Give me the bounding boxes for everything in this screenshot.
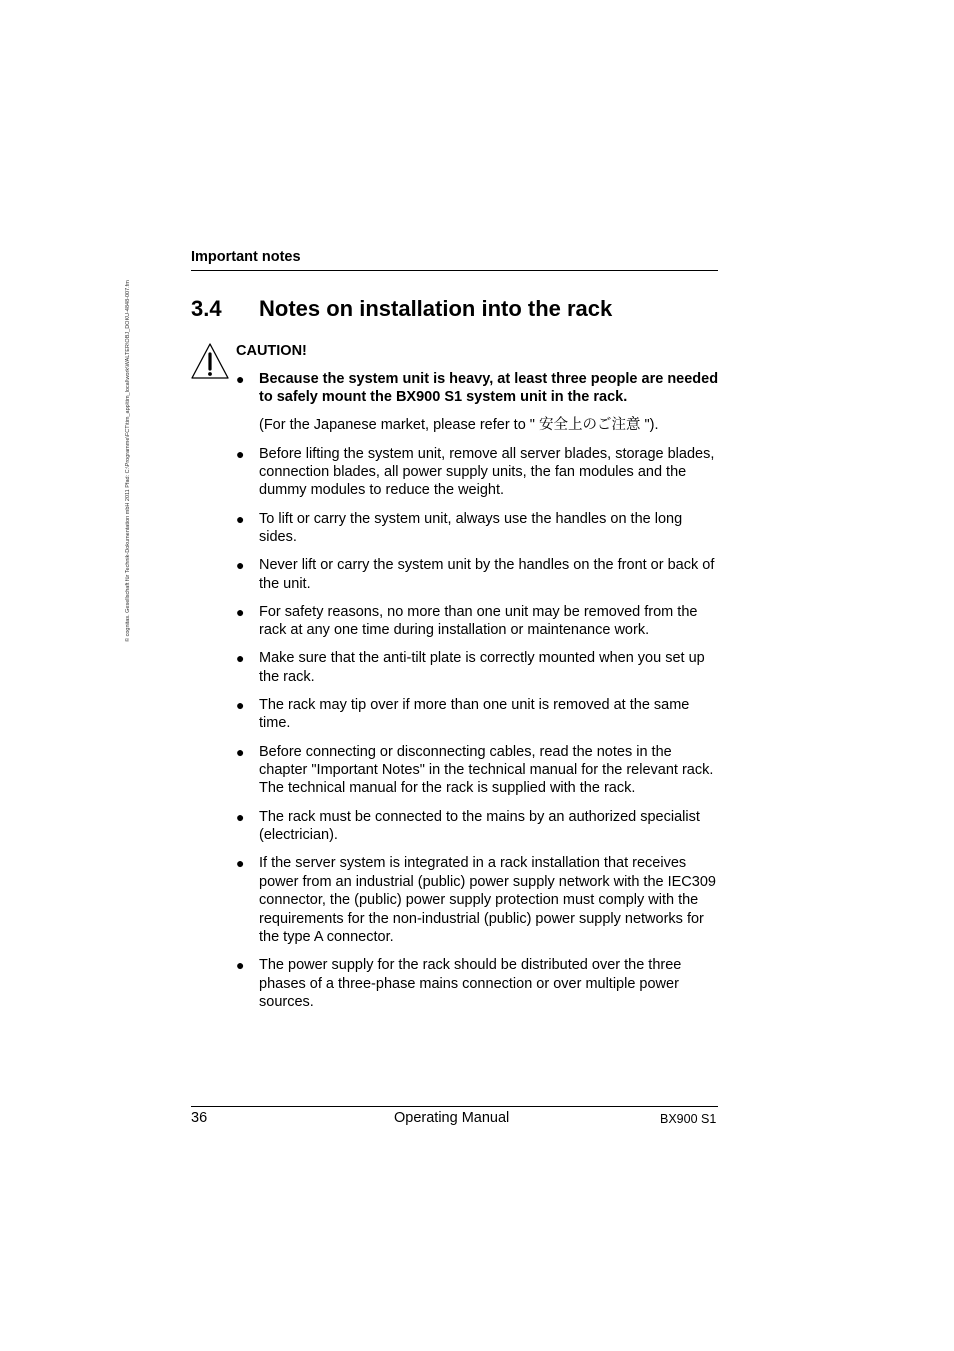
bullet-icon: ● [236, 603, 245, 620]
caution-list [236, 370, 720, 1021]
bullet-icon: ● [236, 445, 245, 462]
caution-label: CAUTION! [236, 343, 307, 359]
list-item [236, 603, 720, 640]
list-item [236, 445, 720, 500]
sidebar-copyright-text: © cognitas. Gesellschaft für Technik-Dokumentation mbH 2011 Pfad: C:\Programme\FCT\tim_app\tim_local\work\WALTER\OBJ_DOKU-4848-007.fm [125, 280, 131, 642]
header-rule [191, 270, 718, 271]
list-item-text: If the server system is integrated in a rack installation that receives power from an industrial (public) power supply network with the IEC309 connector, the (public) power supply protection must comply with the requirements for the non-industrial (public) power supply networks for the type A connector. [259, 855, 716, 945]
bullet-icon: ● [236, 743, 245, 760]
footer-product-name: BX900 S1 [660, 1112, 717, 1126]
list-item [236, 808, 720, 845]
bullet-icon: ● [236, 557, 245, 574]
japanese-note: (For the Japanese market, please refer to " 安全上のご注意 "). [259, 417, 659, 434]
list-item [236, 556, 720, 593]
page-number: 36 [191, 1110, 208, 1126]
bullet-icon: ● [236, 957, 245, 974]
list-item [236, 854, 720, 946]
section-title: Notes on installation into the rack [259, 296, 613, 321]
list-item-text: The rack may tip over if more than one unit is removed at the same time. [259, 697, 690, 732]
list-item [236, 743, 720, 798]
warning-triangle-icon [190, 342, 230, 380]
list-item-text: For safety reasons, no more than one unit may be removed from the rack at any one time during installation or maintenance work. [259, 603, 698, 639]
list-item-text: Make sure that the anti-tilt plate is correctly mounted when you set up the rack. [259, 650, 705, 685]
section-heading [191, 296, 612, 322]
list-item-text: Before connecting or disconnecting cables, read the notes in the chapter "Important Notes" in the technical manual for the relevant rack. The technical manual for the rack is supplied with the rack. [259, 743, 714, 797]
bullet-icon: ● [236, 650, 245, 667]
bullet-icon: ● [236, 855, 245, 872]
list-item-text: Because the system unit is heavy, at least three people are needed to safely mount the BX900 S1 system unit in the rack. [259, 371, 719, 406]
list-item-text: The power supply for the rack should be distributed over the three phases of a three-phase mains connection or over multiple power sources. [259, 957, 682, 1010]
list-item-text: The rack must be connected to the mains by an authorized specialist (electrician). [259, 808, 700, 844]
sidebar-copyright [118, 242, 138, 642]
bullet-icon: ● [236, 697, 245, 714]
footer-rule [191, 1106, 718, 1107]
list-item-text: To lift or carry the system unit, always use the handles on the long sides. [259, 510, 683, 546]
list-item-text: Before lifting the system unit, remove all server blades, storage blades, connection blades, all power supply units, the fan modules and the dummy modules to reduce the weight. [259, 445, 715, 499]
list-item [236, 696, 720, 733]
list-item [236, 956, 720, 1011]
bullet-icon: ● [236, 808, 245, 825]
list-item [236, 370, 720, 435]
bullet-icon: ● [236, 510, 245, 527]
list-item-text: Never lift or carry the system unit by the handles on the front or back of the unit. [259, 557, 715, 592]
footer-manual-title: Operating Manual [394, 1110, 510, 1126]
bullet-icon: ● [236, 371, 245, 387]
list-item [236, 649, 720, 686]
section-number: 3.4 [191, 296, 222, 321]
list-item [236, 510, 720, 547]
running-header: Important notes [191, 249, 301, 265]
